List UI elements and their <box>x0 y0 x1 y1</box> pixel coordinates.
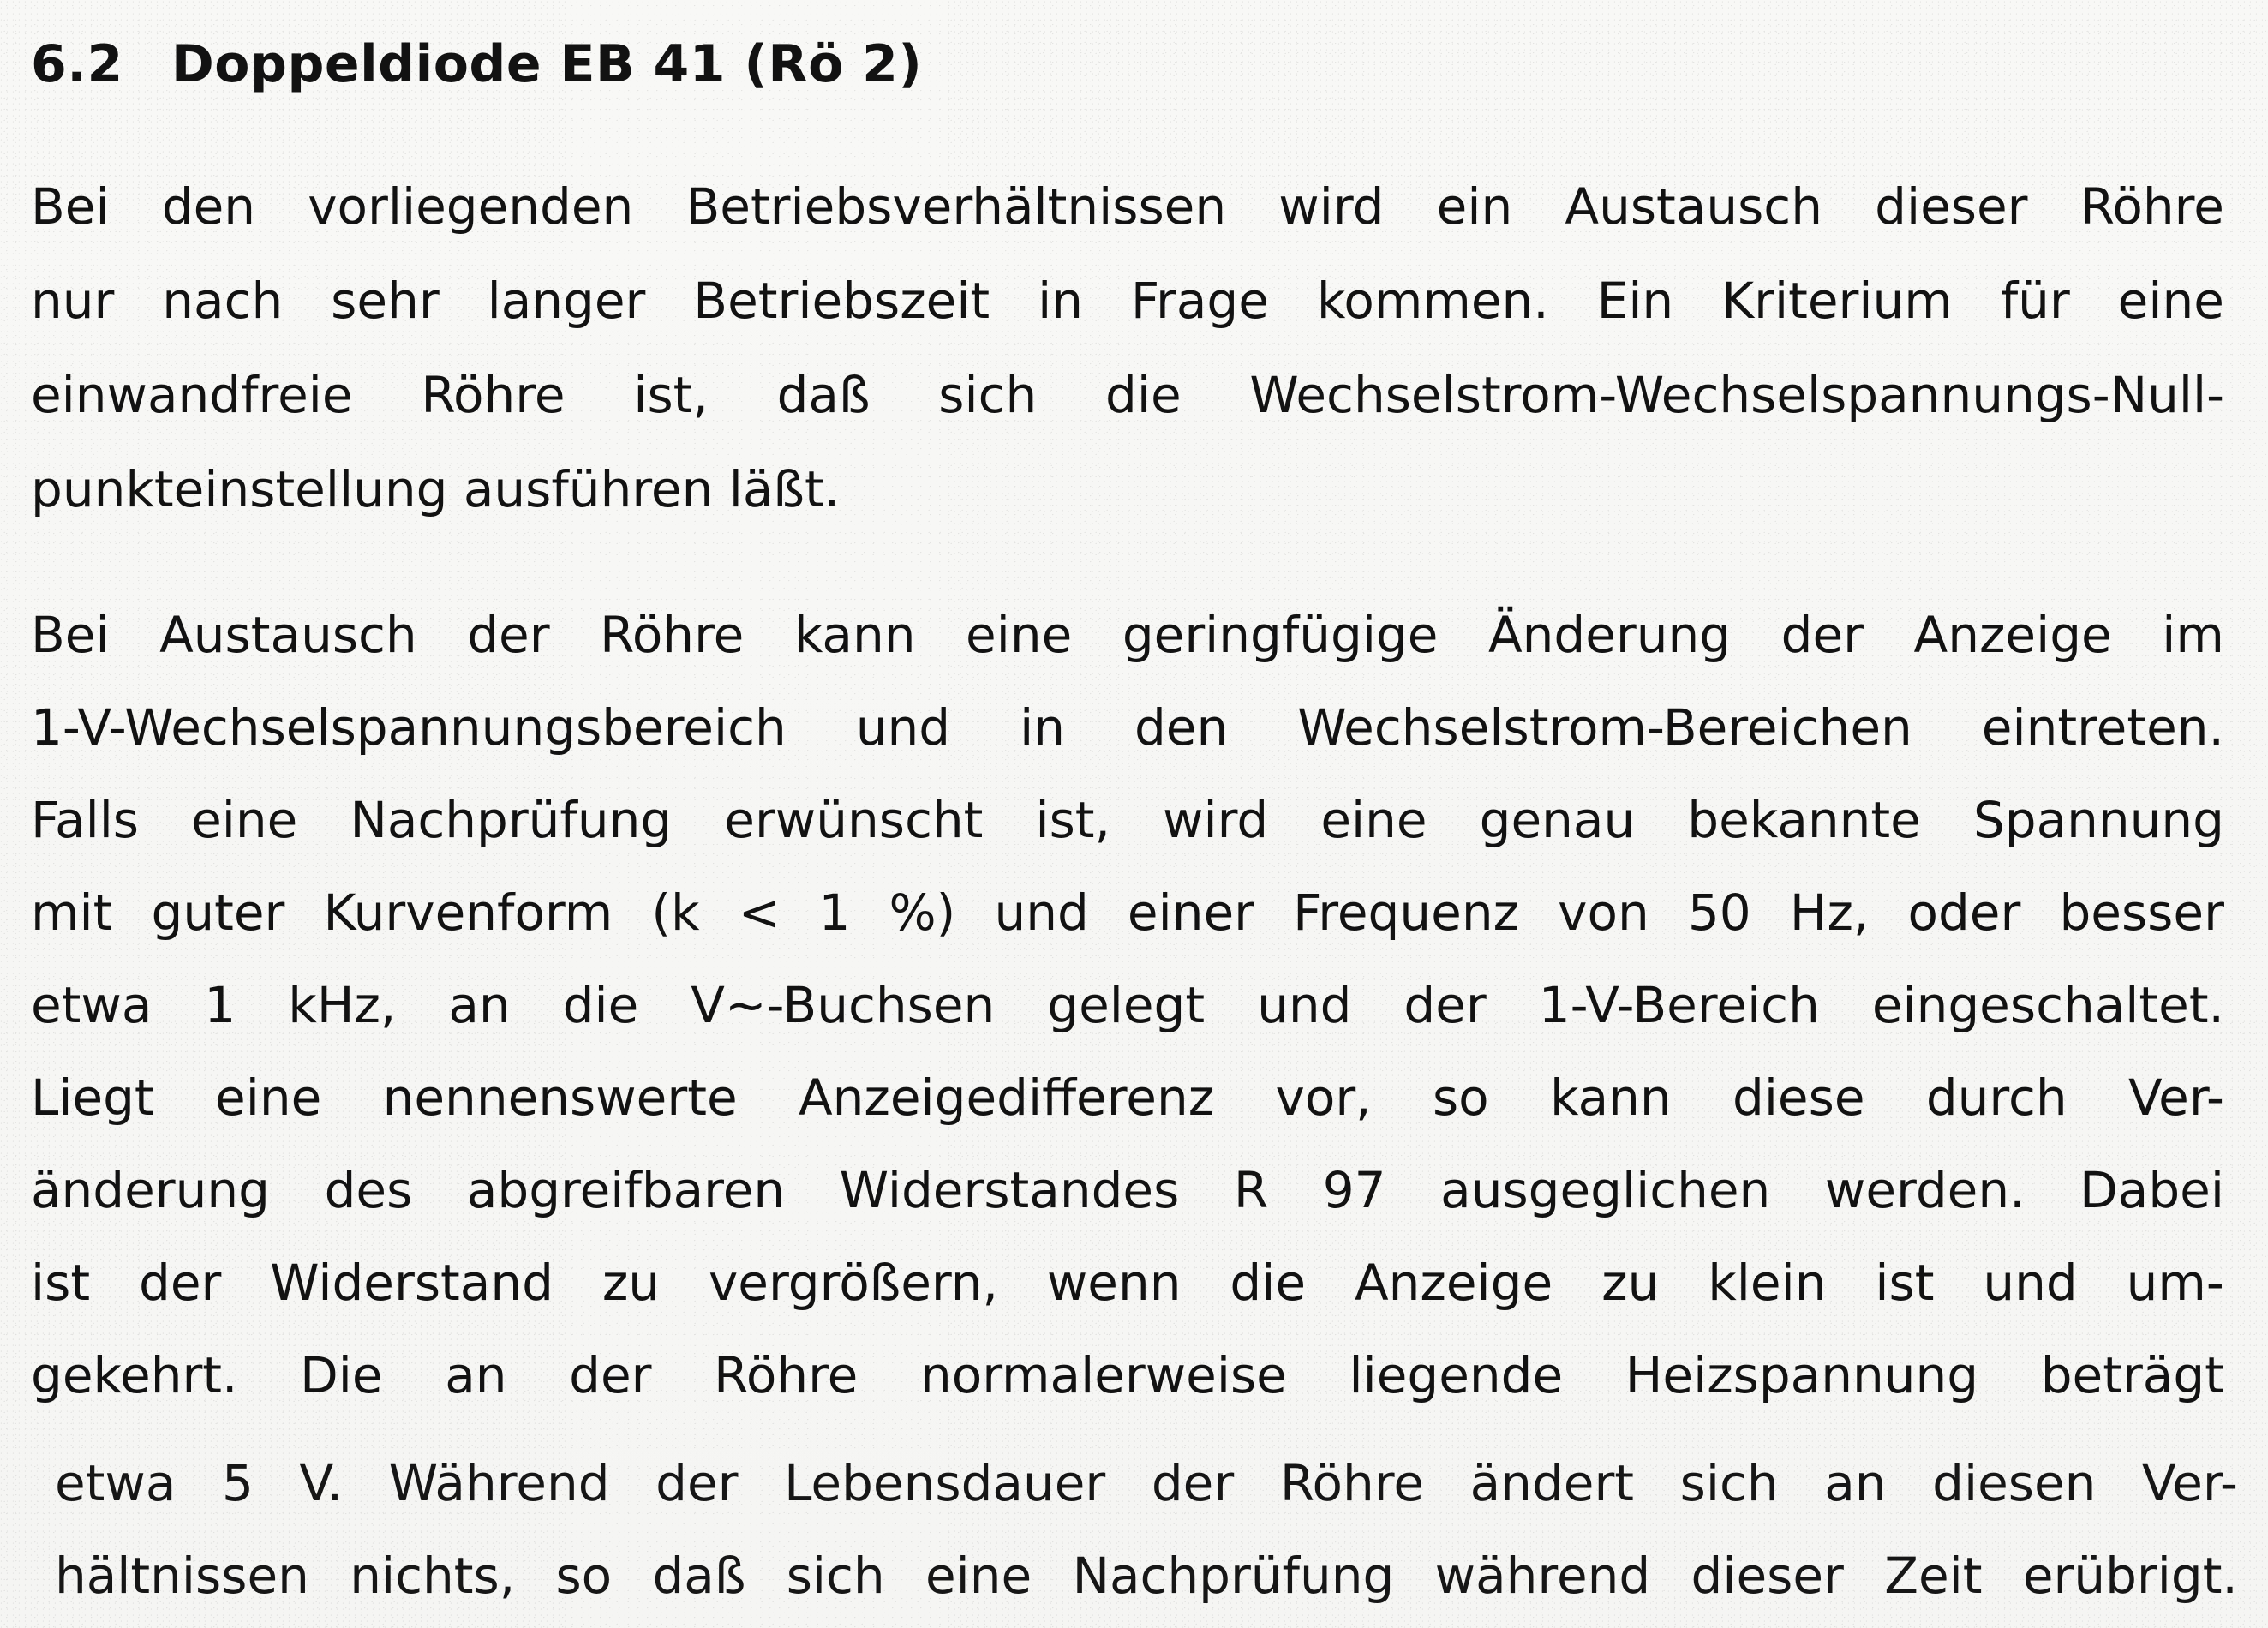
word-token: im <box>2162 606 2224 664</box>
word-token: den <box>1134 698 1229 757</box>
word-token: langer <box>487 272 646 330</box>
section-number: 6.2 <box>31 34 123 94</box>
word-token: so <box>1432 1068 1489 1127</box>
word-token: Ver- <box>2128 1068 2224 1127</box>
word-token: wenn <box>1046 1254 1182 1312</box>
word-token: geringfügige <box>1122 606 1439 664</box>
word-token: sehr <box>331 272 440 330</box>
word-token: diese <box>1732 1068 1865 1127</box>
word-token: genau <box>1479 791 1636 849</box>
word-token: Frequenz <box>1293 883 1520 942</box>
word-token: Lebensdauer <box>784 1454 1106 1512</box>
word-token: ist, <box>633 366 709 424</box>
word-token: guter <box>151 883 285 942</box>
word-token: vorliegenden <box>308 177 634 236</box>
word-token: der <box>1403 976 1487 1034</box>
word-token: (k <box>651 883 700 942</box>
word-token: Ein <box>1596 272 1674 330</box>
word-token: durch <box>1925 1068 2068 1127</box>
word-token: in <box>1020 698 1065 757</box>
word-token: eine <box>966 606 1073 664</box>
word-token: 1-V-Wechselspannungsbereich <box>31 698 787 757</box>
word-token: Spannung <box>1972 791 2224 849</box>
section-heading <box>31 26 922 103</box>
word-token: besser <box>2059 883 2224 942</box>
word-token: für <box>2000 272 2070 330</box>
word-token: um- <box>2126 1254 2224 1312</box>
word-token: eine <box>1320 791 1427 849</box>
word-token: oder <box>1907 883 2021 942</box>
word-token: und <box>994 883 1089 942</box>
word-token: gelegt <box>1047 976 1206 1034</box>
word-token: Dabei <box>2079 1161 2224 1219</box>
word-token: Die <box>300 1346 383 1404</box>
word-token: zu <box>1601 1254 1660 1312</box>
word-token: vor, <box>1275 1068 1372 1127</box>
word-token: der <box>655 1454 739 1512</box>
word-token: kommen. <box>1316 272 1549 330</box>
word-token: Falls <box>31 791 140 849</box>
word-token: Bei <box>31 177 110 236</box>
word-token: Ver- <box>2142 1454 2238 1512</box>
word-token: erübrigt. <box>2022 1547 2238 1605</box>
word-token: sich <box>786 1547 885 1605</box>
word-token: des <box>324 1161 413 1219</box>
word-token: kann <box>1550 1068 1672 1127</box>
word-token: kHz, <box>288 976 397 1034</box>
word-token: einwandfreie <box>31 366 353 424</box>
section-title: Doppeldiode EB 41 (Rö 2) <box>171 34 923 94</box>
word-token: vergrößern, <box>708 1254 998 1312</box>
word-token: Nachprüfung <box>350 791 673 849</box>
word-token: daß <box>652 1547 746 1605</box>
word-token: Nachprüfung <box>1072 1547 1395 1605</box>
paragraph-1-line-3 <box>31 360 2224 430</box>
word-token: an <box>448 976 511 1034</box>
word-token: V. <box>299 1454 344 1512</box>
word-token: abgreifbaren <box>466 1161 786 1219</box>
word-token: R <box>1233 1161 1269 1219</box>
word-token: der <box>569 1346 652 1404</box>
word-token: dieser <box>1875 177 2028 236</box>
word-token: eintreten. <box>1981 698 2224 757</box>
word-token: Wechselstrom-Bereichen <box>1297 698 1912 757</box>
word-token: diesen <box>1932 1454 2097 1512</box>
word-token: während <box>1434 1547 1651 1605</box>
word-token: der <box>139 1254 222 1312</box>
word-token: Austausch <box>159 606 417 664</box>
word-token: Bei <box>31 606 110 664</box>
word-token: ist, <box>1035 791 1110 849</box>
word-token: nennenswerte <box>382 1068 738 1127</box>
word-token: an <box>1824 1454 1887 1512</box>
word-token: %) <box>889 883 956 942</box>
paragraph-2-line-9 <box>31 1340 2224 1410</box>
paragraph-2-line-7 <box>31 1155 2224 1225</box>
word-token: eine <box>191 791 298 849</box>
paragraph-1-line-2 <box>31 266 2224 336</box>
word-token: Änderung <box>1488 606 1732 664</box>
paragraph-2-line-4 <box>31 877 2224 948</box>
word-token: 50 <box>1687 883 1751 942</box>
word-token: Betriebsverhältnissen <box>685 177 1227 236</box>
word-token: liegende <box>1349 1346 1564 1404</box>
word-token: dieser <box>1691 1547 1844 1605</box>
word-token: eine <box>2117 272 2224 330</box>
word-token: ändert <box>1469 1454 1635 1512</box>
word-token: eine <box>215 1068 322 1127</box>
word-token: Wechselstrom-Wechselspannungs-Null- <box>1249 366 2224 424</box>
word-token: sich <box>1679 1454 1779 1512</box>
word-token: Röhre <box>1279 1454 1425 1512</box>
word-token: ist <box>1875 1254 1935 1312</box>
word-token: normalerweise <box>919 1346 1287 1404</box>
word-token: 5 <box>222 1454 254 1512</box>
word-token: 97 <box>1322 1161 1386 1219</box>
word-token: daß <box>776 366 871 424</box>
word-token: wird <box>1278 177 1385 236</box>
word-token: von <box>1558 883 1649 942</box>
word-token: etwa <box>55 1454 177 1512</box>
word-token: Während <box>388 1454 610 1512</box>
word-token: 1-V-Bereich <box>1538 976 1820 1034</box>
word-token: Röhre <box>714 1346 859 1404</box>
word-token: hältnissen <box>55 1547 309 1605</box>
word-token: der <box>1780 606 1864 664</box>
word-token: der <box>467 606 550 664</box>
word-token: bekannte <box>1687 791 1921 849</box>
word-token: Röhre <box>2079 177 2224 236</box>
word-token: ein <box>1436 177 1513 236</box>
word-token: so <box>555 1547 613 1605</box>
word-token: ist <box>31 1254 91 1312</box>
word-token: die <box>1105 366 1182 424</box>
word-token: an <box>445 1346 507 1404</box>
word-token: die <box>1230 1254 1307 1312</box>
word-token: wird <box>1163 791 1269 849</box>
word-token: V~-Buchsen <box>691 976 996 1034</box>
word-token: Röhre <box>600 606 745 664</box>
word-token: etwa <box>31 976 153 1034</box>
word-token: Anzeige <box>1913 606 2112 664</box>
paragraph-2-line-6 <box>31 1062 2224 1133</box>
word-token: < <box>738 883 781 942</box>
word-token: Zeit <box>1884 1547 1983 1605</box>
word-token: klein <box>1708 1254 1827 1312</box>
paragraph-2-line-2 <box>31 692 2224 763</box>
word-token: Widerstand <box>270 1254 554 1312</box>
word-token: Kurvenform <box>323 883 613 942</box>
word-token: und <box>1257 976 1352 1034</box>
word-token: erwünscht <box>724 791 984 849</box>
paragraph-2-line-1 <box>31 600 2224 670</box>
word-token: und <box>1983 1254 2078 1312</box>
paragraph-2-line-3 <box>31 785 2224 855</box>
word-token: ausgeglichen <box>1440 1161 1771 1219</box>
word-token: den <box>161 177 256 236</box>
word-token: Widerstandes <box>839 1161 1180 1219</box>
word-token: kann <box>793 606 916 664</box>
word-token: und <box>855 698 951 757</box>
word-token: werden. <box>1824 1161 2026 1219</box>
word-token: die <box>562 976 639 1034</box>
word-token: Anzeige <box>1354 1254 1553 1312</box>
paragraph-1-line-1 <box>31 171 2224 242</box>
paragraph-2-line-8 <box>31 1248 2224 1318</box>
word-token: nach <box>162 272 284 330</box>
word-token: Austausch <box>1565 177 1822 236</box>
word-token: beträgt <box>2040 1346 2224 1404</box>
word-token: Anzeigedifferenz <box>798 1068 1215 1127</box>
paragraph-1-line-4: punkteinstellung ausführen läßt. <box>31 460 841 518</box>
paragraph-2-line-11 <box>55 1541 2238 1611</box>
word-token: eingeschaltet. <box>1871 976 2224 1034</box>
word-token: 1 <box>818 883 851 942</box>
word-token: Röhre <box>421 366 566 424</box>
word-token: Betriebszeit <box>693 272 990 330</box>
word-token: Liegt <box>31 1068 154 1127</box>
word-token: in <box>1038 272 1083 330</box>
word-token: zu <box>601 1254 661 1312</box>
word-token: änderung <box>31 1161 270 1219</box>
word-token: sich <box>938 366 1038 424</box>
word-token: gekehrt. <box>31 1346 238 1404</box>
word-token: 1 <box>204 976 236 1034</box>
word-token: der <box>1151 1454 1235 1512</box>
word-token: Hz, <box>1789 883 1870 942</box>
word-token: eine <box>925 1547 1032 1605</box>
word-token: nichts, <box>350 1547 516 1605</box>
word-token: nur <box>31 272 115 330</box>
paragraph-2-line-5 <box>31 970 2224 1040</box>
paragraph-2-line-10 <box>55 1448 2238 1518</box>
word-token: Heizspannung <box>1625 1346 1979 1404</box>
word-token: Frage <box>1130 272 1269 330</box>
word-token: Kriterium <box>1721 272 1953 330</box>
word-token: mit <box>31 883 113 942</box>
word-token: einer <box>1127 883 1255 942</box>
